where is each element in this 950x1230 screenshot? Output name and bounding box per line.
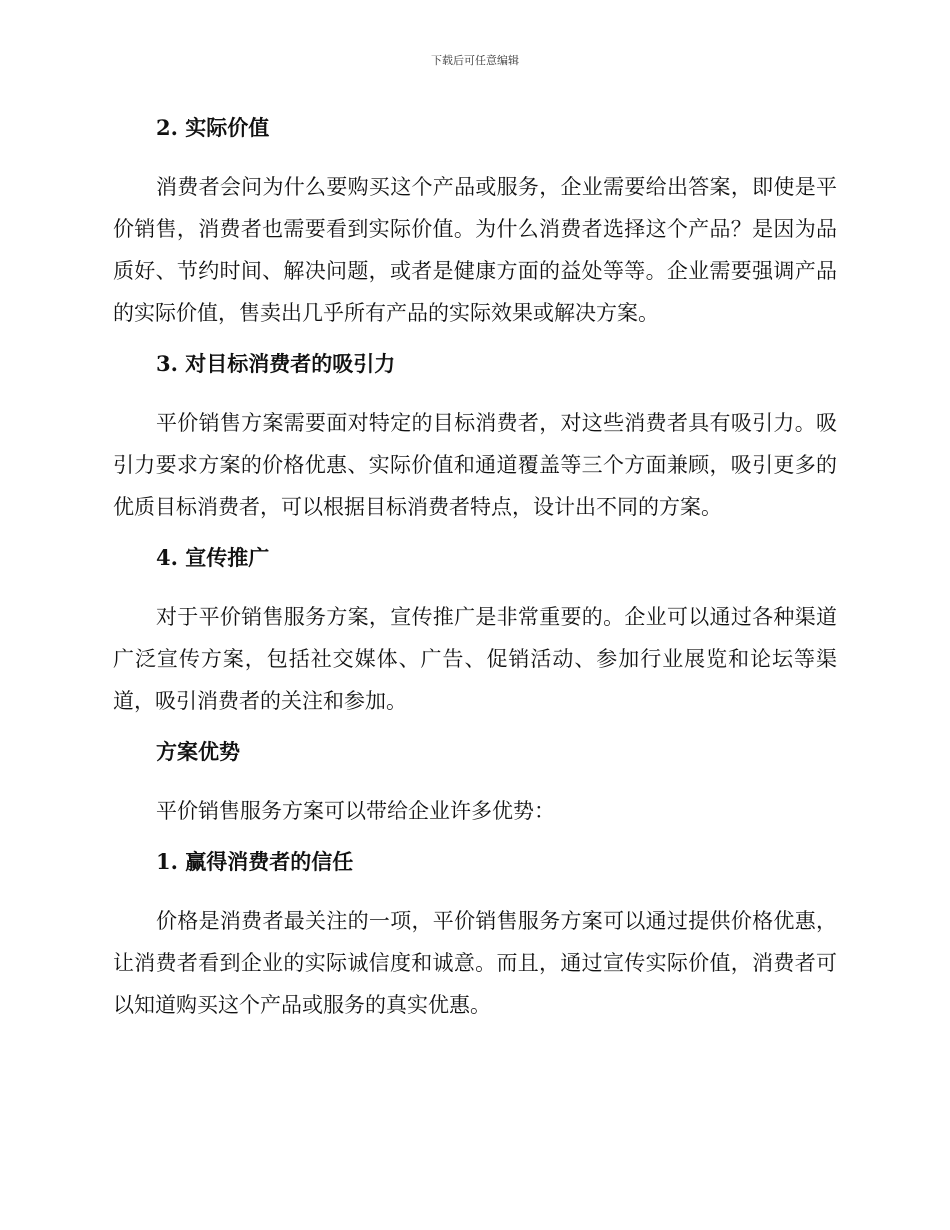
section-practical-value xyxy=(113,112,837,334)
section-target-appeal xyxy=(113,348,837,528)
section-paragraph: 消费者会问为什么要购买这个产品或服务，企业需要给出答案，即使是平价销售，消费者也需要看到实际价值。为什么消费者选择这个产品？是因为品质好、节约时间、解决问题，或者是健康方面的益处等等。企业需要强调产品的实际价值，售卖出几乎所有产品的实际效果或解决方案。 xyxy=(113,175,837,325)
section-heading: 4. 宣传推广 xyxy=(156,545,270,570)
document-body xyxy=(113,112,837,1040)
section-heading: 2. 实际价值 xyxy=(156,115,270,140)
section-paragraph: 对于平价销售服务方案，宣传推广是非常重要的。企业可以通过各种渠道广泛宣传方案，包括社交媒体、广告、促销活动、参加行业展览和论坛等渠道，吸引消费者的关注和参加。 xyxy=(113,605,837,713)
section-consumer-trust xyxy=(113,846,837,1026)
section-heading: 1. 赢得消费者的信任 xyxy=(156,849,354,874)
section-heading: 方案优势 xyxy=(156,739,240,764)
section-paragraph: 价格是消费者最关注的一项，平价销售服务方案可以通过提供价格优惠，让消费者看到企业的实际诚信度和诚意。而且，通过宣传实际价值，消费者可以知道购买这个产品或服务的真实优惠。 xyxy=(113,909,837,1017)
page-header-note: 下载后可任意编辑 xyxy=(431,54,519,67)
section-promotion xyxy=(113,542,837,722)
section-advantages xyxy=(113,736,837,832)
section-heading: 3. 对目标消费者的吸引力 xyxy=(156,351,396,376)
section-paragraph: 平价销售服务方案可以带给企业许多优势： xyxy=(156,799,555,823)
section-paragraph: 平价销售方案需要面对特定的目标消费者，对这些消费者具有吸引力。吸引力要求方案的价格优惠、实际价值和通道覆盖等三个方面兼顾，吸引更多的优质目标消费者，可以根据目标消费者特点，设计出不同的方案。 xyxy=(113,411,837,519)
